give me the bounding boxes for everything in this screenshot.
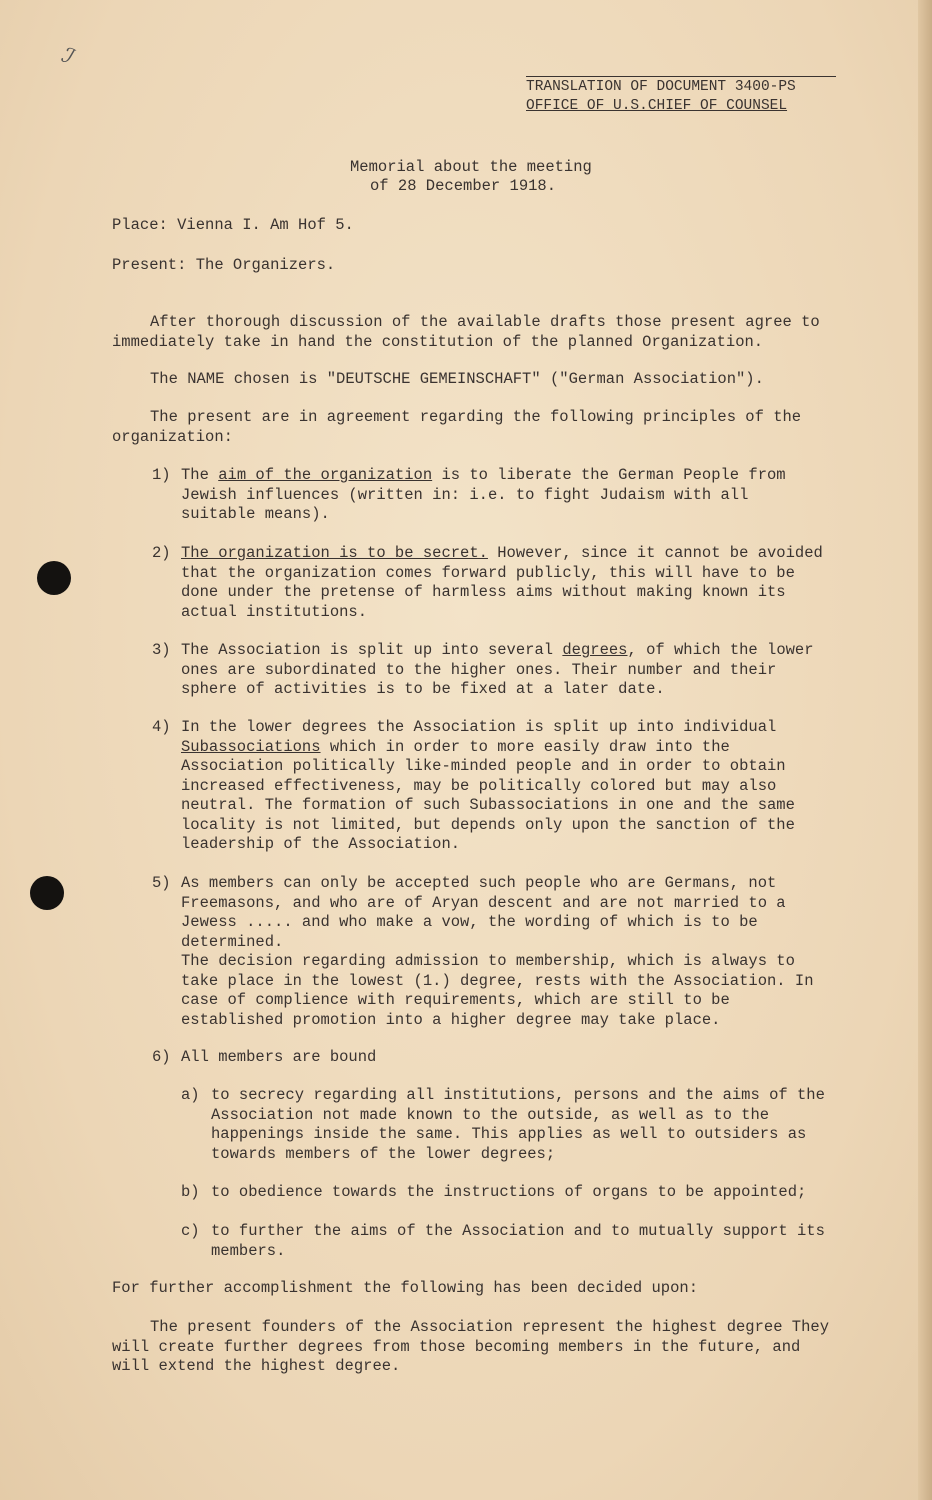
name-paragraph: The NAME chosen is "DEUTSCHE GEMEINSCHAFT" ("German Association"). bbox=[150, 370, 764, 388]
item-text: All members are bound bbox=[181, 1048, 377, 1066]
title-line-1: Memorial about the meeting bbox=[350, 158, 592, 176]
subitem-text: to further the aims of the Association and to mutually support its members. bbox=[211, 1222, 825, 1260]
item-text: In the lower degrees the Association is split up into individual Subassociations which in order to more easily draw into the Association politically like-minded people and in order to obtain increased effectiveness, may be politically colored but may also neutral. The formation of such Subassociations in one and the same locality is not limited, but depends only upon the sanction of the leadership of the Association. bbox=[181, 718, 795, 853]
header-line-2: OFFICE OF U.S.CHIEF OF COUNSEL bbox=[526, 98, 788, 114]
item-number: 6) bbox=[152, 1048, 171, 1066]
subitem-text: to secrecy regarding all institutions, persons and the aims of the Association not made known to the outside, as well as to the happenings inside the same. This applies as well to outsiders as towards members of the lower degrees; bbox=[211, 1086, 825, 1163]
principles-intro: The present are in agreement regarding the following principles of the organization: bbox=[112, 408, 802, 446]
item-text: As members can only be accepted such people who are Germans, not Freemasons, and who are of Aryan descent and are not married to a Jewess ..... and who make a vow, the wording of which is to be determined. The decision regarding admission to membership, which is always to take place in the lowest (1.) degree, rests with the Association. In case of complience with requirements, which are still to be established promotion into a higher degree may take place. bbox=[181, 874, 832, 1030]
subitem-letter: c) bbox=[181, 1222, 200, 1240]
principle-item-4 bbox=[152, 718, 832, 855]
header-line-1: TRANSLATION OF DOCUMENT 3400-PS bbox=[526, 76, 836, 97]
subitem-c bbox=[181, 1222, 831, 1261]
subitem-b bbox=[181, 1183, 831, 1203]
principle-item-1 bbox=[152, 466, 832, 525]
principle-item-3 bbox=[152, 641, 832, 700]
item-5-admission-text: The decision regarding admission to membership, which is always to take place in the lowest (1.) degree, rests with the Association. In case of complience with requirements, which are still to be established promotion into a higher degree may take place. bbox=[181, 952, 814, 1029]
document-header bbox=[526, 76, 836, 116]
page-edge bbox=[918, 0, 932, 1500]
title-line-2: of 28 December 1918. bbox=[370, 177, 557, 195]
item-number: 3) bbox=[152, 641, 171, 659]
further-line: For further accomplishment the following has been decided upon: bbox=[112, 1279, 698, 1297]
principle-item-2 bbox=[152, 544, 832, 622]
memorial-title bbox=[350, 158, 650, 196]
closing-paragraph: The present founders of the Association represent the highest degree They will create further degrees from those becoming members in the future, and will extend the highest degree. bbox=[112, 1318, 830, 1375]
item-text: The Association is split up into several degrees, of which the lower ones are subordinated to the higher ones. Their number and their sphere of activities is to be fixed at a later date. bbox=[181, 641, 814, 698]
subitem-a bbox=[181, 1086, 831, 1164]
item-number: 4) bbox=[152, 718, 171, 736]
subitem-letter: b) bbox=[181, 1183, 200, 1201]
item-text: The aim of the organization is to liberate the German People from Jewish influences (written in: i.e. to fight Judaism with all suitable means). bbox=[181, 466, 786, 523]
principle-item-6 bbox=[152, 1048, 832, 1068]
punch-hole-top bbox=[37, 561, 71, 595]
intro-paragraph: After thorough discussion of the available drafts those present agree to immediately take in hand the constitution of the planned Organization. bbox=[112, 313, 820, 351]
principle-item-5 bbox=[152, 874, 832, 1030]
place-line: Place: Vienna I. Am Hof 5. bbox=[112, 216, 354, 234]
punch-hole-bottom bbox=[30, 876, 64, 910]
item-number: 5) bbox=[152, 874, 171, 892]
present-line: Present: The Organizers. bbox=[112, 256, 336, 274]
item-number: 1) bbox=[152, 466, 171, 484]
subitem-letter: a) bbox=[181, 1086, 200, 1104]
item-text: The organization is to be secret. However, since it cannot be avoided that the organization comes forward publicly, this will have to be done under the pretense of harmless aims without making known its actual institutions. bbox=[181, 544, 823, 621]
item-number: 2) bbox=[152, 544, 171, 562]
pencil-mark: ℐ bbox=[56, 44, 79, 71]
subitem-text: to obedience towards the instructions of organs to be appointed; bbox=[211, 1183, 807, 1201]
